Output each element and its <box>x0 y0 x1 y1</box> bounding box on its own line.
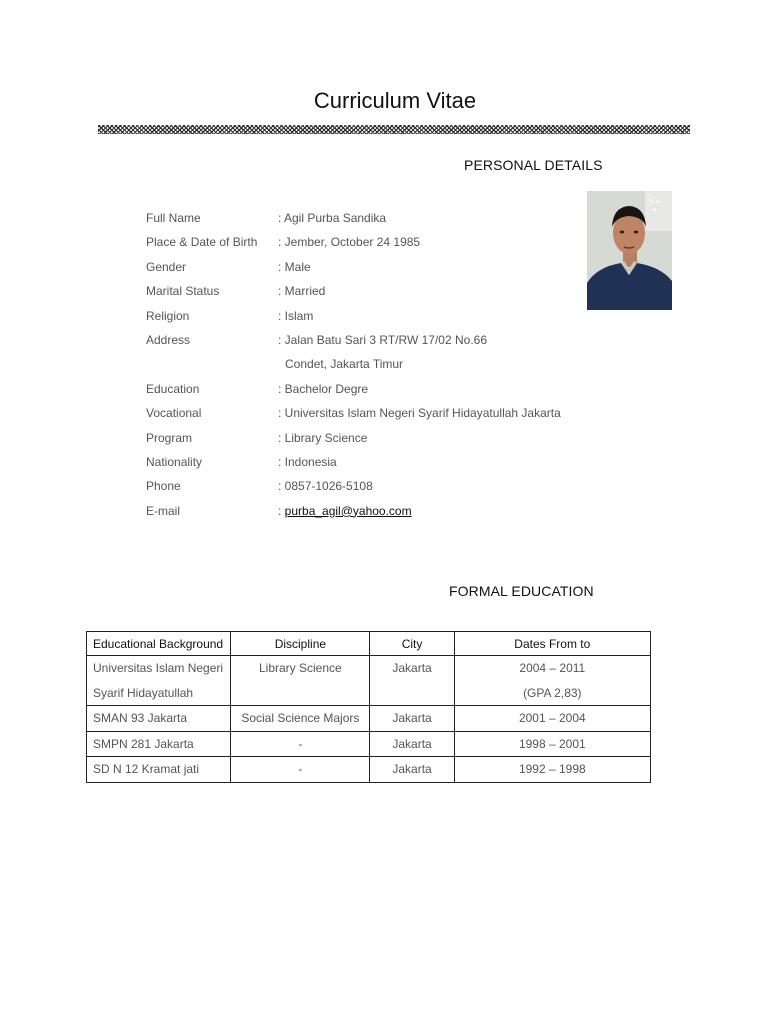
table-row <box>87 656 651 706</box>
cell-background: SMPN 281 Jakarta <box>87 731 231 757</box>
detail-value: : Agil Purba Sandika <box>278 211 387 225</box>
detail-education <box>146 380 586 404</box>
detail-address-continued <box>146 355 586 379</box>
detail-religion <box>146 307 586 331</box>
table-row <box>87 706 651 732</box>
formal-education-heading: FORMAL EDUCATION <box>449 583 594 599</box>
column-header: Dates From to <box>454 632 650 656</box>
education-table <box>86 631 651 783</box>
cell-line: (GPA 2,83) <box>523 685 582 700</box>
column-header: Educational Background <box>87 632 231 656</box>
detail-value: : Indonesia <box>278 454 337 469</box>
cell-city: Jakarta <box>370 706 454 732</box>
detail-label: Program <box>146 430 193 445</box>
detail-value: : Jember, October 24 1985 <box>278 235 421 250</box>
detail-value: : 0857-1026-5108 <box>278 479 373 494</box>
detail-label: Full Name <box>146 211 201 225</box>
cell-line: Universitas Islam Negeri <box>93 661 224 675</box>
cell-dates: 1998 – 2001 <box>454 731 650 757</box>
cell-background: SD N 12 Kramat jati <box>87 757 231 783</box>
detail-label: Vocational <box>146 406 202 421</box>
cv-title: Curriculum Vitae <box>313 88 477 113</box>
table-header-row <box>87 632 651 656</box>
detail-label: Education <box>146 381 200 396</box>
cell-dates <box>454 656 650 706</box>
detail-label: Religion <box>146 308 190 323</box>
cell-background: SMAN 93 Jakarta <box>87 706 231 732</box>
detail-value: : Universitas Islam Negeri Syarif Hidayatullah Jakarta <box>278 406 561 421</box>
cell-discipline: - <box>231 757 370 783</box>
table-row <box>87 757 651 783</box>
personal-details-list <box>146 209 586 526</box>
detail-label: Nationality <box>146 454 203 469</box>
detail-vocational <box>146 404 586 428</box>
detail-value <box>278 504 412 518</box>
detail-label: Address <box>146 332 191 347</box>
detail-value: : Bachelor Degre <box>278 381 369 396</box>
detail-phone <box>146 477 586 501</box>
detail-label: Marital Status <box>146 284 220 299</box>
cell-dates: 2001 – 2004 <box>454 706 650 732</box>
column-header: Discipline <box>231 632 370 656</box>
detail-value: Condet, Jakarta Timur <box>285 357 404 372</box>
personal-details-heading: PERSONAL DETAILS <box>464 157 603 173</box>
profile-photo <box>587 191 672 310</box>
detail-birth <box>146 233 586 257</box>
cell-city: Jakarta <box>370 757 454 783</box>
detail-gender <box>146 258 586 282</box>
cell-background <box>87 656 231 706</box>
title-divider <box>98 125 690 134</box>
detail-label: E-mail <box>146 503 181 518</box>
detail-label: Place & Date of Birth <box>146 235 258 250</box>
detail-value: : Library Science <box>278 430 368 445</box>
detail-value: : Jalan Batu Sari 3 RT/RW 17/02 No.66 <box>278 332 487 347</box>
table-row <box>87 731 651 757</box>
cell-discipline: Social Science Majors <box>231 706 370 732</box>
detail-value: : Islam <box>278 308 314 323</box>
detail-label: Phone <box>146 479 181 494</box>
detail-label: Gender <box>146 259 187 274</box>
cell-city: Jakarta <box>370 731 454 757</box>
email-prefix: : <box>278 503 285 518</box>
email-link[interactable]: purba_agil@yahoo.com <box>284 503 412 518</box>
detail-program <box>146 429 586 453</box>
cell-city: Jakarta <box>370 656 454 706</box>
detail-marital-status <box>146 282 586 306</box>
column-header: City <box>370 632 454 656</box>
profile-photo-icon <box>587 191 672 310</box>
cell-line: Syarif Hidayatullah <box>93 685 194 700</box>
detail-full-name <box>146 209 586 233</box>
detail-value: : Married <box>278 284 326 299</box>
detail-nationality <box>146 453 586 477</box>
cell-line: 2004 – 2011 <box>519 661 586 675</box>
detail-address <box>146 331 586 355</box>
detail-value: : Male <box>278 259 311 274</box>
cell-discipline: - <box>231 731 370 757</box>
cell-dates: 1992 – 1998 <box>454 757 650 783</box>
cell-discipline: Library Science <box>231 656 370 706</box>
detail-email <box>146 502 586 526</box>
